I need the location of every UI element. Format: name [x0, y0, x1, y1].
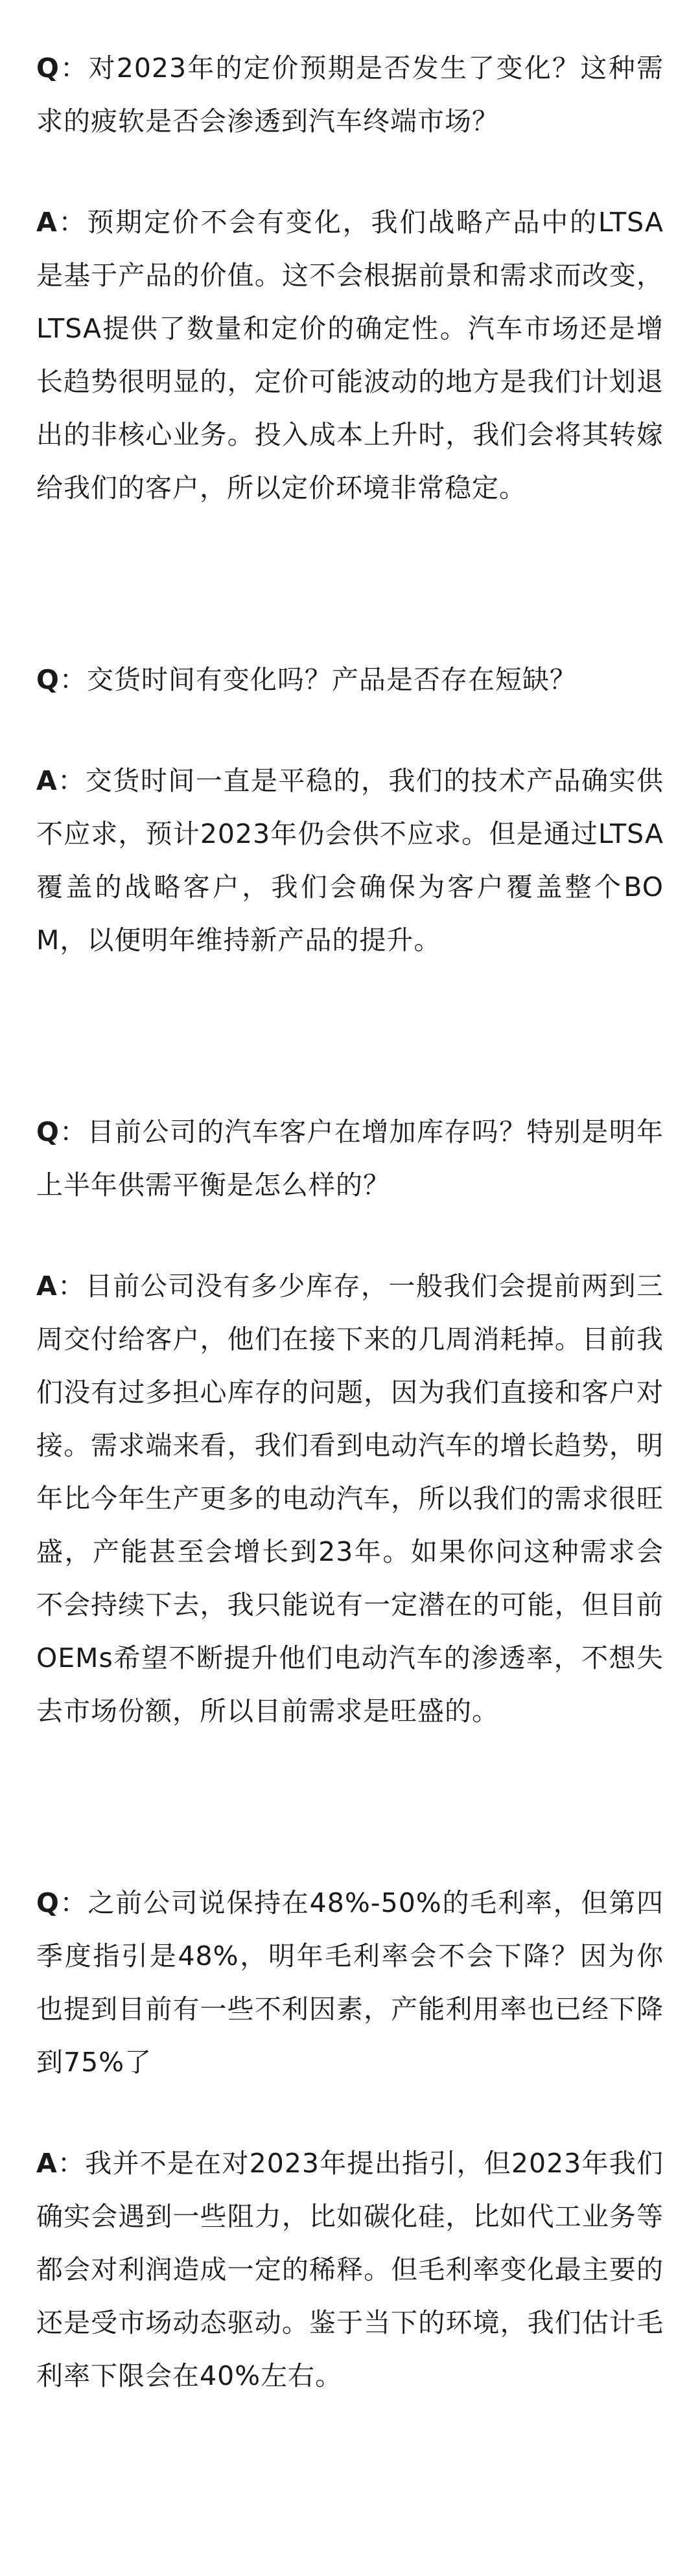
- question-tag: Q: [36, 664, 60, 695]
- question-text: ：交货时间有变化吗？产品是否存在短缺？: [59, 664, 577, 695]
- question-tag: Q: [36, 1116, 60, 1147]
- answer-tag: A: [36, 765, 58, 796]
- answer-1: [36, 196, 664, 514]
- answer-text: ：预期定价不会有变化，我们战略产品中的LTSA是基于产品的价值。这不会根据前景和需求而改变，LTSA提供了数量和定价的确定性。汽车市场还是增长趋势很明显的，定价可能波动的地方是我们计划退出的非核心业务。投入成本上升时，我们会将其转嫁给我们的客户，所以定价环境非常稳定。: [36, 207, 664, 503]
- question-4: [36, 1876, 664, 2089]
- answer-tag: A: [36, 1271, 58, 1302]
- question-tag: Q: [36, 1887, 60, 1918]
- question-tag: Q: [36, 52, 60, 84]
- question-text: ：目前公司的汽车客户在增加库存吗？特别是明年上半年供需平衡是怎么样的？: [36, 1116, 664, 1201]
- answer-text: ：我并不是在对2023年提出指引，但2023年我们确实会遇到一些阻力，比如碳化硅，比如代工业务等都会对利润造成一定的稀释。但毛利率变化最主要的还是受市场动态驱动。鉴于当下的环境，我们估计毛利率下限会在40%左右。: [36, 2148, 664, 2391]
- question-1: [36, 41, 664, 148]
- answer-tag: A: [36, 207, 58, 238]
- answer-text: ：目前公司没有多少库存，一般我们会提前两到三周交付给客户，他们在接下来的几周消耗掉。目前我们没有过多担心库存的问题，因为我们直接和客户对接。需求端来看，我们看到电动汽车的增长趋势，明年比今年生产更多的电动汽车，所以我们的需求很旺盛，产能甚至会增长到23年。如果你问这种需求会不会持续下去，我只能说有一定潜在的可能，但目前OEMs希望不断提升他们电动汽车的渗透率，不想失去市场份额，所以目前需求是旺盛的。: [36, 1271, 664, 1727]
- answer-2: [36, 754, 664, 967]
- question-text: ：之前公司说保持在48%-50%的毛利率，但第四季度指引是48%，明年毛利率会不会下降？因为你也提到目前有一些不利因素，产能利用率也已经下降到75%了: [36, 1887, 664, 2078]
- answer-tag: A: [36, 2148, 58, 2179]
- answer-4: [36, 2137, 664, 2402]
- answer-text: ：交货时间一直是平稳的，我们的技术产品确实供不应求，预计2023年仍会供不应求。但是通过LTSA覆盖的战略客户，我们会确保为客户覆盖整个BOM，以便明年维持新产品的提升。: [36, 765, 664, 956]
- question-text: ：对2023年的定价预期是否发生了变化？这种需求的疲软是否会渗透到汽车终端市场？: [36, 52, 664, 137]
- question-2: [36, 653, 664, 706]
- question-3: [36, 1105, 664, 1212]
- answer-3: [36, 1259, 664, 1738]
